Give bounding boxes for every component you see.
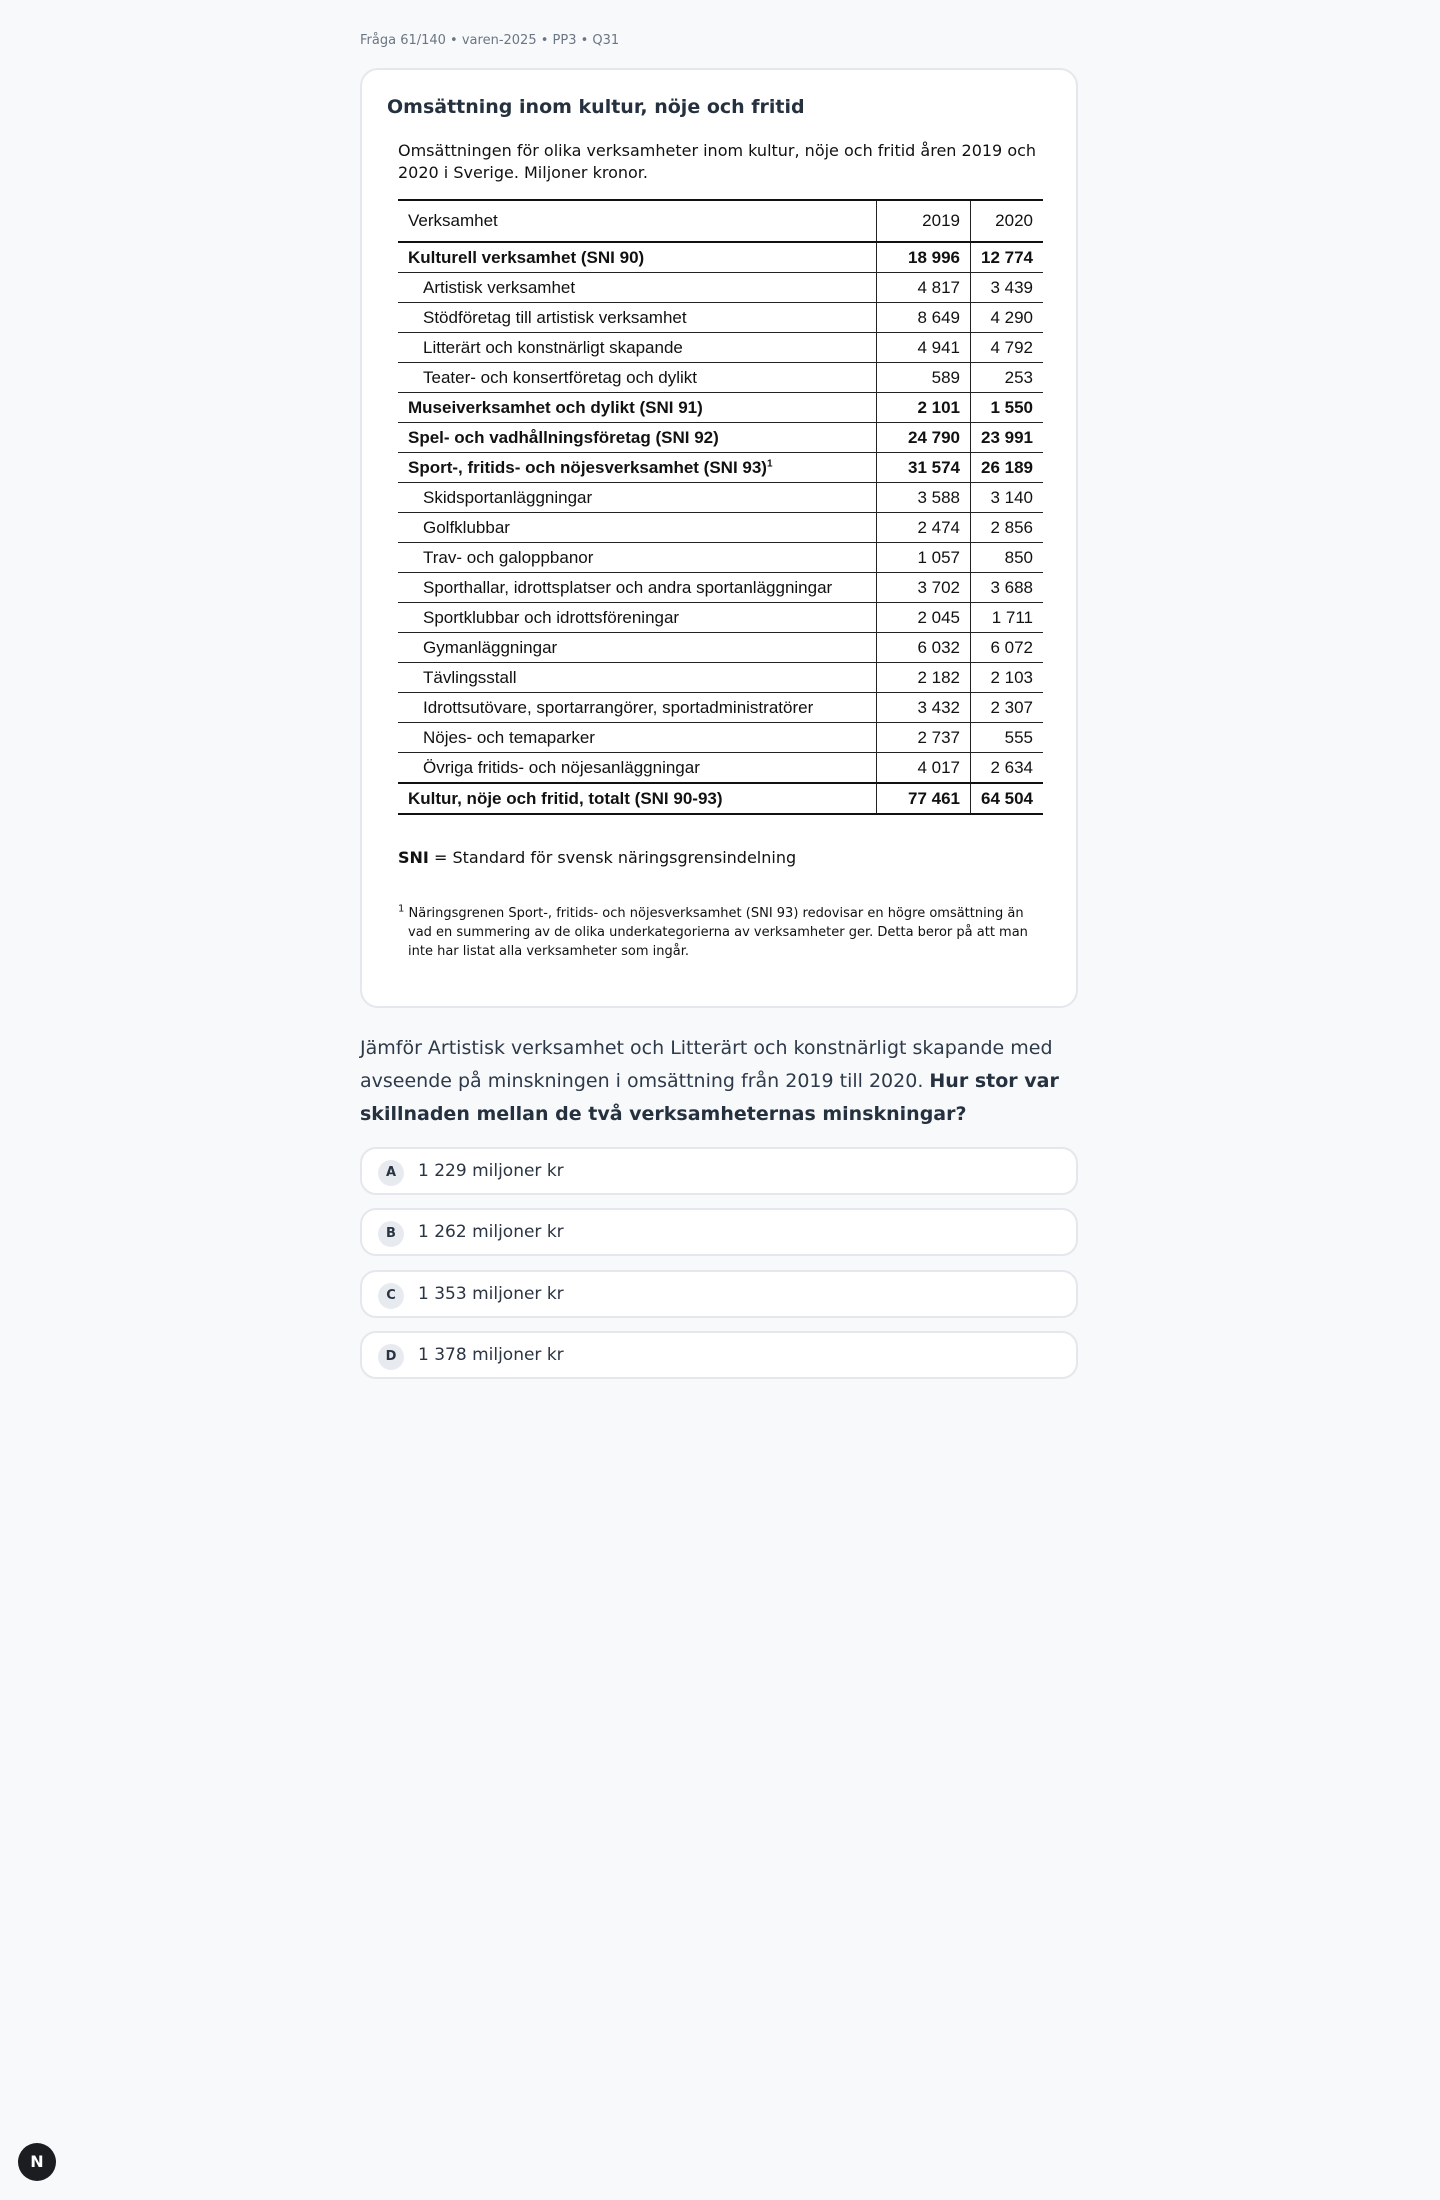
row-label: Museiverksamhet och dylikt (SNI 91) <box>408 398 703 417</box>
cell-verksamhet <box>398 723 876 753</box>
cell-verksamhet <box>398 483 876 513</box>
table-row <box>398 573 1043 603</box>
cell-2019: 77 461 <box>876 783 970 814</box>
cell-2019: 24 790 <box>876 423 970 453</box>
cell-2019: 18 996 <box>876 242 970 273</box>
table-row <box>398 783 1043 814</box>
table-row <box>398 693 1043 723</box>
option-letter: D <box>378 1344 404 1370</box>
row-label: Litterärt och konstnärligt skapande <box>423 338 683 357</box>
cell-2020: 2 634 <box>971 753 1044 784</box>
cell-verksamhet <box>398 663 876 693</box>
cell-2020: 2 103 <box>971 663 1044 693</box>
cell-2019: 2 045 <box>876 603 970 633</box>
cell-verksamhet <box>398 273 876 303</box>
table-row <box>398 333 1043 363</box>
cell-2019: 2 737 <box>876 723 970 753</box>
cell-2020: 3 439 <box>971 273 1044 303</box>
table-row <box>398 513 1043 543</box>
row-label: Sport-, fritids- och nöjesverksamhet (SNI 93) <box>408 458 767 477</box>
cell-2020: 3 688 <box>971 573 1044 603</box>
data-table <box>398 199 1043 815</box>
cell-verksamhet <box>398 603 876 633</box>
row-label: Artistisk verksamhet <box>423 278 576 297</box>
cell-verksamhet <box>398 333 876 363</box>
option-label: 1 229 miljoner kr <box>418 1161 564 1181</box>
cell-2020: 2 856 <box>971 513 1044 543</box>
sni-legend <box>398 848 796 867</box>
cell-2020: 253 <box>971 363 1044 393</box>
option-label: 1 378 miljoner kr <box>418 1345 564 1365</box>
cell-2020: 64 504 <box>971 783 1044 814</box>
row-label: Kulturell verksamhet (SNI 90) <box>408 248 645 267</box>
table-row <box>398 603 1043 633</box>
table-row <box>398 393 1043 423</box>
cell-verksamhet <box>398 363 876 393</box>
header-2019: 2019 <box>876 200 970 242</box>
cell-2019: 4 817 <box>876 273 970 303</box>
question-body: Jämför Artistisk verksamhet och Litterärt och konstnärligt skapande med avseende på minskningen i omsättning från 2019 till 2020. <box>360 1037 1053 1092</box>
question-text <box>360 1032 1060 1131</box>
table-row <box>398 242 1043 273</box>
cell-verksamhet <box>398 242 876 273</box>
cell-verksamhet <box>398 543 876 573</box>
cell-2020: 26 189 <box>971 453 1044 483</box>
cell-2020: 1 550 <box>971 393 1044 423</box>
row-label: Nöjes- och temaparker <box>423 728 595 747</box>
table-row <box>398 543 1043 573</box>
cell-verksamhet <box>398 693 876 723</box>
answer-option-c[interactable] <box>360 1270 1078 1318</box>
table-row <box>398 723 1043 753</box>
row-label: Trav- och galoppbanor <box>423 548 594 567</box>
cell-verksamhet <box>398 303 876 333</box>
option-label: 1 353 miljoner kr <box>418 1284 564 1304</box>
cell-2020: 2 307 <box>971 693 1044 723</box>
cell-2020: 850 <box>971 543 1044 573</box>
table-row <box>398 423 1043 453</box>
cell-2020: 4 792 <box>971 333 1044 363</box>
table-row <box>398 453 1043 483</box>
cell-2020: 12 774 <box>971 242 1044 273</box>
question-meta: Fråga 61/140 • varen-2025 • PP3 • Q31 <box>360 33 620 48</box>
question-emphasis: Hur stor var skillnaden mellan de två verksamheternas minskningar? <box>360 1070 1059 1125</box>
row-label: Stödföretag till artistisk verksamhet <box>423 308 687 327</box>
cell-2019: 6 032 <box>876 633 970 663</box>
option-letter: A <box>378 1160 404 1186</box>
cell-verksamhet <box>398 573 876 603</box>
cell-2020: 4 290 <box>971 303 1044 333</box>
footnote-ref: 1 <box>766 458 773 470</box>
cell-verksamhet <box>398 513 876 543</box>
cell-2019: 3 588 <box>876 483 970 513</box>
header-2020: 2020 <box>971 200 1044 242</box>
cell-verksamhet <box>398 633 876 663</box>
row-label: Golfklubbar <box>423 518 510 537</box>
cell-verksamhet <box>398 423 876 453</box>
table-intro: Omsättningen för olika verksamheter inom kultur, nöje och fritid åren 2019 och 2020 i Sverige. Miljoner kronor. <box>398 141 1037 182</box>
source-card <box>360 68 1078 1008</box>
row-label: Spel- och vadhållningsföretag (SNI 92) <box>408 428 719 447</box>
table-row <box>398 663 1043 693</box>
table-header-row <box>398 200 1043 242</box>
row-label: Sportklubbar och idrottsföreningar <box>423 608 680 627</box>
footnote-text: Näringsgrenen Sport-, fritids- och nöjesverksamhet (SNI 93) redovisar en högre omsättning än vad en summering av de olika underkategorierna av verksamheter ger. Detta beror på att man inte har listat alla verksamheter som ingår. <box>408 906 1028 959</box>
answer-option-a[interactable] <box>360 1147 1078 1195</box>
cell-2019: 31 574 <box>876 453 970 483</box>
table-row <box>398 753 1043 784</box>
option-label: 1 262 miljoner kr <box>418 1222 564 1242</box>
table-body <box>398 242 1043 814</box>
sni-abbr: SNI <box>398 848 429 867</box>
cell-verksamhet <box>398 393 876 423</box>
table-row <box>398 273 1043 303</box>
table-row <box>398 633 1043 663</box>
row-label: Teater- och konsertföretag och dylikt <box>423 368 698 387</box>
row-label: Sporthallar, idrottsplatser och andra sportanläggningar <box>423 578 833 597</box>
cell-2020: 3 140 <box>971 483 1044 513</box>
row-label: Skidsportanläggningar <box>423 488 593 507</box>
answer-option-b[interactable] <box>360 1208 1078 1256</box>
cell-2020: 6 072 <box>971 633 1044 663</box>
answer-option-d[interactable] <box>360 1331 1078 1379</box>
row-label: Tävlingsstall <box>423 668 517 687</box>
cell-2019: 2 101 <box>876 393 970 423</box>
cell-verksamhet <box>398 783 876 814</box>
table-row <box>398 363 1043 393</box>
app-logo-button[interactable]: N <box>18 2143 56 2181</box>
cell-2019: 2 474 <box>876 513 970 543</box>
cell-2019: 4 941 <box>876 333 970 363</box>
cell-2019: 3 432 <box>876 693 970 723</box>
cell-verksamhet <box>398 753 876 784</box>
card-title: Omsättning inom kultur, nöje och fritid <box>387 96 805 118</box>
sni-definition: = Standard för svensk näringsgrensindelning <box>428 848 797 867</box>
footnote-mark: 1 <box>398 903 405 915</box>
row-label: Idrottsutövare, sportarrangörer, sportadministratörer <box>423 698 814 717</box>
row-label: Kultur, nöje och fritid, totalt (SNI 90-93) <box>408 789 723 808</box>
option-letter: C <box>378 1283 404 1309</box>
cell-2020: 23 991 <box>971 423 1044 453</box>
cell-2019: 2 182 <box>876 663 970 693</box>
footnote <box>398 904 1048 961</box>
table-row <box>398 483 1043 513</box>
cell-2019: 8 649 <box>876 303 970 333</box>
cell-2019: 3 702 <box>876 573 970 603</box>
row-label: Övriga fritids- och nöjesanläggningar <box>423 758 700 777</box>
cell-verksamhet <box>398 453 876 483</box>
cell-2019: 1 057 <box>876 543 970 573</box>
header-verksamhet: Verksamhet <box>398 200 876 242</box>
cell-2019: 589 <box>876 363 970 393</box>
option-letter: B <box>378 1221 404 1247</box>
cell-2019: 4 017 <box>876 753 970 784</box>
cell-2020: 555 <box>971 723 1044 753</box>
table-row <box>398 303 1043 333</box>
row-label: Gymanläggningar <box>423 638 558 657</box>
cell-2020: 1 711 <box>971 603 1044 633</box>
